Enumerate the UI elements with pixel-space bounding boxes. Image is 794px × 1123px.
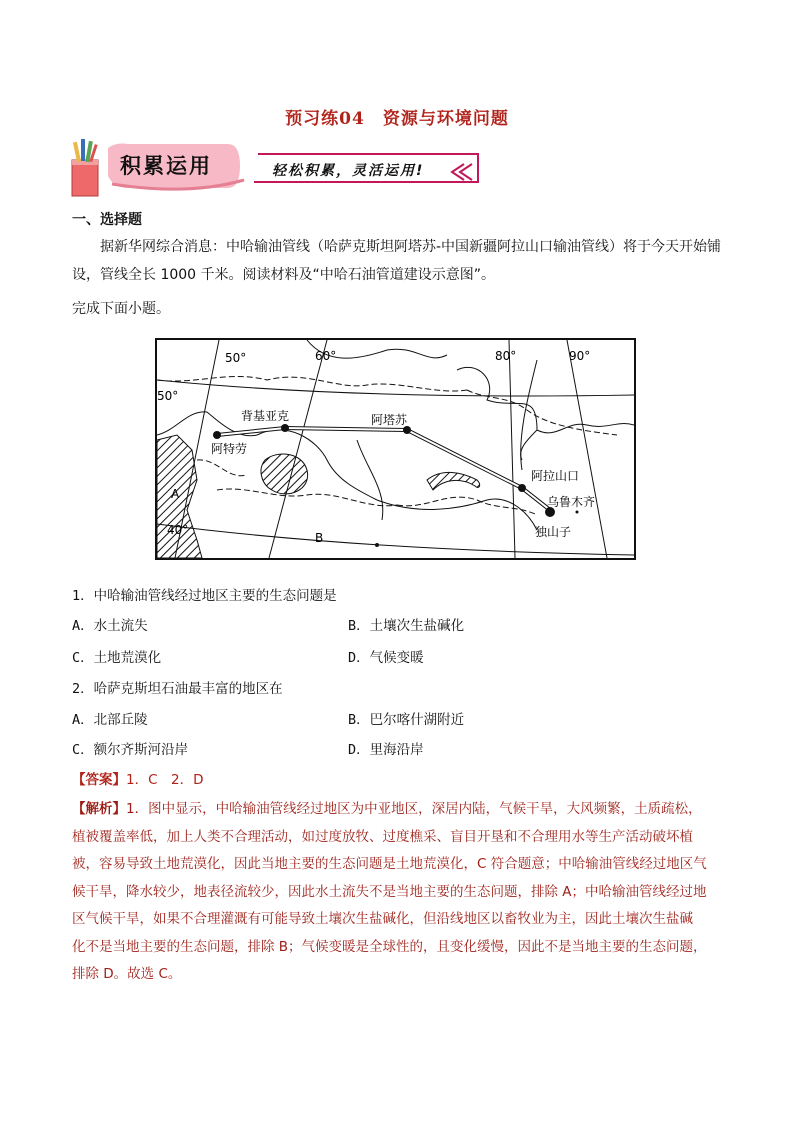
place-jezkazgan: 背基亚克 xyxy=(241,409,290,423)
analysis-line-6: 化不是当地主要的生态问题，排除 B；气候变暖是全球性的，且变化缓慢，因此不是当地主要的生态问题， xyxy=(72,938,707,955)
node-urumqi xyxy=(576,511,579,514)
question-1: 1．中哈输油管线经过地区主要的生态问题是 xyxy=(72,588,337,604)
label-a: A xyxy=(171,487,180,501)
q1-option-c[interactable]: C．土地荒漠化 xyxy=(72,650,162,666)
intro-line-2: 设，管线全长 1000 千米。阅读材料及“中哈石油管道建设示意图”。 xyxy=(72,267,496,283)
lon-label-50: 50° xyxy=(225,351,247,365)
pipeline-map xyxy=(155,338,636,560)
page-title: 预习练04 资源与环境问题 xyxy=(285,109,509,129)
q2-option-c[interactable]: C．额尔齐斯河沿岸 xyxy=(72,742,189,758)
intro-line-1: 据新华网综合消息：中哈输油管线（哈萨克斯坦阿塔苏-中国新疆阿拉山口输油管线）将于今天开始铺 xyxy=(100,239,722,255)
lon-label-80: 80° xyxy=(495,349,517,363)
analysis-line-3: 被，容易导致土地荒漠化，因此当地主要的生态问题是土地荒漠化，C 符合题意；中哈输油管线经过地区气 xyxy=(72,856,707,872)
question-2: 2．哈萨克斯坦石油最丰富的地区在 xyxy=(72,681,283,697)
node-jezkazgan xyxy=(281,424,289,432)
lat-label-40: 40° xyxy=(167,523,189,537)
place-dushanzi: 独山子 xyxy=(535,525,572,539)
answer-line xyxy=(72,768,204,788)
analysis-line-2: 植被覆盖率低，加上人类不合理活动，如过度放牧、过度樵采、盲目开垦和不合理用水等生产活动破坏植 xyxy=(72,828,693,845)
lon-label-90: 90° xyxy=(569,349,591,363)
q2-option-d[interactable]: D．里海沿岸 xyxy=(348,742,424,758)
q2-option-a[interactable]: A．北部丘陵 xyxy=(72,712,148,728)
q1-option-d[interactable]: D．气候变暖 xyxy=(348,650,424,666)
node-extra xyxy=(375,543,379,547)
place-alashankou: 阿拉山口 xyxy=(531,469,580,483)
q1-option-b[interactable]: B．土壤次生盐碱化 xyxy=(348,618,465,634)
analysis-label: 【解析】 xyxy=(72,801,126,817)
banner-slogan: 轻松积累，灵活运用! xyxy=(272,163,425,179)
banner-label: 积累运用 xyxy=(120,154,212,178)
section-heading: 一、选择题 xyxy=(72,212,142,228)
map-figure xyxy=(157,340,634,558)
lat-label-50: 50° xyxy=(157,389,179,403)
analysis-line-4: 候干旱，降水较少，地表径流较少，因此水土流失不是当地主要的生态问题，排除 A；中哈输油管线经过地 xyxy=(72,883,707,900)
q2-option-b[interactable]: B．巴尔喀什湖附近 xyxy=(348,712,465,728)
pencil-cup-icon xyxy=(72,139,98,196)
node-atasu xyxy=(403,426,411,434)
analysis-line-1: 1．图中显示，中哈输油管线经过地区为中亚地区，深居内陆，气候干旱，大风频繁，土质疏松， xyxy=(126,801,702,817)
node-alashankou xyxy=(518,484,526,492)
q1-option-a[interactable]: A．水土流失 xyxy=(72,618,148,634)
answer-text: 1．C 2．D xyxy=(126,772,204,788)
place-atasu: 阿塔苏 xyxy=(371,413,408,427)
label-b: B xyxy=(315,531,324,545)
analysis-block xyxy=(72,796,726,989)
place-atyrau: 阿特劳 xyxy=(211,442,248,456)
lon-label-60: 60° xyxy=(315,349,337,363)
node-atyrau xyxy=(213,431,221,439)
analysis-line-7: 排除 D。故选 C。 xyxy=(72,966,182,982)
answer-label: 【答案】 xyxy=(72,772,126,788)
place-urumqi: 乌鲁木齐 xyxy=(547,495,596,509)
analysis-line-5: 区气候干旱，如果不合理灌溉有可能导致土壤次生盐碱化，但沿线地区以畜牧业为主，因此土壤次生盐碱 xyxy=(72,911,693,927)
intro-line-3: 完成下面小题。 xyxy=(72,301,170,317)
